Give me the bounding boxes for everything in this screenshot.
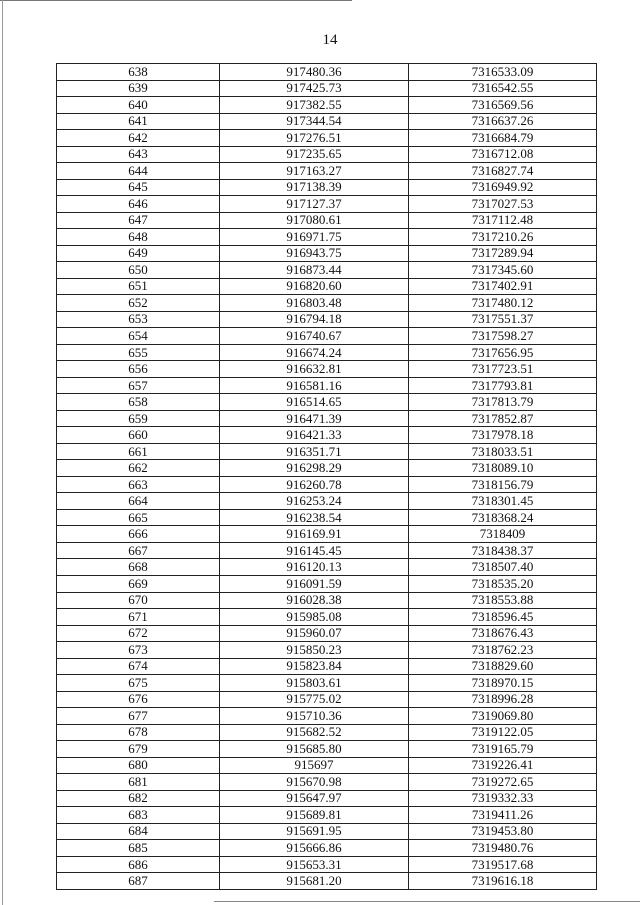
point-number-cell: 654 xyxy=(57,328,220,345)
x-coordinate-cell: 915775.02 xyxy=(220,691,409,708)
y-coordinate-cell: 7316684.79 xyxy=(409,130,597,147)
table-row xyxy=(57,427,597,444)
point-number-cell: 648 xyxy=(57,229,220,246)
x-coordinate-cell: 916421.33 xyxy=(220,427,409,444)
x-coordinate-cell: 916674.24 xyxy=(220,344,409,361)
table-row xyxy=(57,526,597,543)
y-coordinate-cell: 7319616.18 xyxy=(409,873,597,890)
point-number-cell: 685 xyxy=(57,840,220,857)
point-number-cell: 666 xyxy=(57,526,220,543)
table-row xyxy=(57,410,597,427)
table-row xyxy=(57,311,597,328)
x-coordinate-cell: 917127.37 xyxy=(220,196,409,213)
table-row xyxy=(57,559,597,576)
table-row xyxy=(57,807,597,824)
x-coordinate-cell: 915960.07 xyxy=(220,625,409,642)
y-coordinate-cell: 7317027.53 xyxy=(409,196,597,213)
x-coordinate-cell: 915682.52 xyxy=(220,724,409,741)
y-coordinate-cell: 7317480.12 xyxy=(409,295,597,312)
x-coordinate-cell: 916471.39 xyxy=(220,410,409,427)
table-row xyxy=(57,113,597,130)
y-coordinate-cell: 7318033.51 xyxy=(409,443,597,460)
y-coordinate-cell: 7319165.79 xyxy=(409,741,597,758)
x-coordinate-cell: 917235.65 xyxy=(220,146,409,163)
table-row xyxy=(57,394,597,411)
y-coordinate-cell: 7319517.68 xyxy=(409,856,597,873)
table-row xyxy=(57,179,597,196)
point-number-cell: 659 xyxy=(57,410,220,427)
point-number-cell: 658 xyxy=(57,394,220,411)
point-number-cell: 664 xyxy=(57,493,220,510)
table-row xyxy=(57,856,597,873)
table-row xyxy=(57,609,597,626)
y-coordinate-cell: 7317723.51 xyxy=(409,361,597,378)
point-number-cell: 670 xyxy=(57,592,220,609)
table-row xyxy=(57,873,597,890)
point-number-cell: 686 xyxy=(57,856,220,873)
point-number-cell: 660 xyxy=(57,427,220,444)
x-coordinate-cell: 915685.80 xyxy=(220,741,409,758)
point-number-cell: 678 xyxy=(57,724,220,741)
x-coordinate-cell: 915647.97 xyxy=(220,790,409,807)
table-row xyxy=(57,295,597,312)
y-coordinate-cell: 7316533.09 xyxy=(409,64,597,81)
table-row xyxy=(57,575,597,592)
point-number-cell: 638 xyxy=(57,64,220,81)
y-coordinate-cell: 7318301.45 xyxy=(409,493,597,510)
table-row xyxy=(57,757,597,774)
table-row xyxy=(57,344,597,361)
y-coordinate-cell: 7319332.33 xyxy=(409,790,597,807)
x-coordinate-cell: 917425.73 xyxy=(220,80,409,97)
point-number-cell: 679 xyxy=(57,741,220,758)
table-row xyxy=(57,130,597,147)
x-coordinate-cell: 915681.20 xyxy=(220,873,409,890)
x-coordinate-cell: 916145.45 xyxy=(220,542,409,559)
y-coordinate-cell: 7316542.55 xyxy=(409,80,597,97)
x-coordinate-cell: 917276.51 xyxy=(220,130,409,147)
y-coordinate-cell: 7316569.56 xyxy=(409,97,597,114)
point-number-cell: 642 xyxy=(57,130,220,147)
point-number-cell: 657 xyxy=(57,377,220,394)
table-row xyxy=(57,443,597,460)
x-coordinate-cell: 917080.61 xyxy=(220,212,409,229)
x-coordinate-cell: 915689.81 xyxy=(220,807,409,824)
table-row xyxy=(57,196,597,213)
table-row xyxy=(57,741,597,758)
table-row xyxy=(57,691,597,708)
table-row xyxy=(57,724,597,741)
table-row xyxy=(57,377,597,394)
point-number-cell: 646 xyxy=(57,196,220,213)
x-coordinate-cell: 916943.75 xyxy=(220,245,409,262)
table-row xyxy=(57,823,597,840)
y-coordinate-cell: 7317656.95 xyxy=(409,344,597,361)
table-row xyxy=(57,642,597,659)
table-row xyxy=(57,790,597,807)
point-number-cell: 672 xyxy=(57,625,220,642)
y-coordinate-cell: 7317978.18 xyxy=(409,427,597,444)
table-row xyxy=(57,278,597,295)
x-coordinate-cell: 916820.60 xyxy=(220,278,409,295)
point-number-cell: 651 xyxy=(57,278,220,295)
y-coordinate-cell: 7317289.94 xyxy=(409,245,597,262)
point-number-cell: 683 xyxy=(57,807,220,824)
y-coordinate-cell: 7317345.60 xyxy=(409,262,597,279)
point-number-cell: 673 xyxy=(57,642,220,659)
point-number-cell: 640 xyxy=(57,97,220,114)
y-coordinate-cell: 7319226.41 xyxy=(409,757,597,774)
point-number-cell: 647 xyxy=(57,212,220,229)
y-coordinate-cell: 7317813.79 xyxy=(409,394,597,411)
x-coordinate-cell: 916169.91 xyxy=(220,526,409,543)
point-number-cell: 652 xyxy=(57,295,220,312)
y-coordinate-cell: 7318156.79 xyxy=(409,476,597,493)
table-row xyxy=(57,97,597,114)
coordinates-table xyxy=(56,63,597,890)
y-coordinate-cell: 7317793.81 xyxy=(409,377,597,394)
x-coordinate-cell: 916971.75 xyxy=(220,229,409,246)
x-coordinate-cell: 915666.86 xyxy=(220,840,409,857)
x-coordinate-cell: 916740.67 xyxy=(220,328,409,345)
table-row xyxy=(57,361,597,378)
y-coordinate-cell: 7318596.45 xyxy=(409,609,597,626)
point-number-cell: 668 xyxy=(57,559,220,576)
x-coordinate-cell: 916028.38 xyxy=(220,592,409,609)
x-coordinate-cell: 916632.81 xyxy=(220,361,409,378)
point-number-cell: 665 xyxy=(57,509,220,526)
point-number-cell: 671 xyxy=(57,609,220,626)
point-number-cell: 667 xyxy=(57,542,220,559)
y-coordinate-cell: 7317852.87 xyxy=(409,410,597,427)
x-coordinate-cell: 916120.13 xyxy=(220,559,409,576)
table-row xyxy=(57,592,597,609)
table-row xyxy=(57,708,597,725)
x-coordinate-cell: 916794.18 xyxy=(220,311,409,328)
x-coordinate-cell: 915691.95 xyxy=(220,823,409,840)
point-number-cell: 650 xyxy=(57,262,220,279)
x-coordinate-cell: 915697 xyxy=(220,757,409,774)
point-number-cell: 675 xyxy=(57,675,220,692)
point-number-cell: 677 xyxy=(57,708,220,725)
y-coordinate-cell: 7317210.26 xyxy=(409,229,597,246)
point-number-cell: 676 xyxy=(57,691,220,708)
x-coordinate-cell: 917480.36 xyxy=(220,64,409,81)
point-number-cell: 643 xyxy=(57,146,220,163)
x-coordinate-cell: 917138.39 xyxy=(220,179,409,196)
point-number-cell: 680 xyxy=(57,757,220,774)
y-coordinate-cell: 7318970.15 xyxy=(409,675,597,692)
y-coordinate-cell: 7318762.23 xyxy=(409,642,597,659)
x-coordinate-cell: 915653.31 xyxy=(220,856,409,873)
y-coordinate-cell: 7316949.92 xyxy=(409,179,597,196)
table-row xyxy=(57,80,597,97)
table-row xyxy=(57,262,597,279)
y-coordinate-cell: 7318507.40 xyxy=(409,559,597,576)
left-scan-rule xyxy=(2,0,3,905)
point-number-cell: 681 xyxy=(57,774,220,791)
y-coordinate-cell: 7318535.20 xyxy=(409,575,597,592)
table-row xyxy=(57,476,597,493)
y-coordinate-cell: 7319411.26 xyxy=(409,807,597,824)
x-coordinate-cell: 917344.54 xyxy=(220,113,409,130)
x-coordinate-cell: 916238.54 xyxy=(220,509,409,526)
table-row xyxy=(57,542,597,559)
table-row xyxy=(57,675,597,692)
x-coordinate-cell: 916298.29 xyxy=(220,460,409,477)
table-row xyxy=(57,625,597,642)
table-row xyxy=(57,212,597,229)
x-coordinate-cell: 916514.65 xyxy=(220,394,409,411)
x-coordinate-cell: 916253.24 xyxy=(220,493,409,510)
y-coordinate-cell: 7319069.80 xyxy=(409,708,597,725)
x-coordinate-cell: 916873.44 xyxy=(220,262,409,279)
point-number-cell: 662 xyxy=(57,460,220,477)
point-number-cell: 649 xyxy=(57,245,220,262)
point-number-cell: 645 xyxy=(57,179,220,196)
x-coordinate-cell: 915710.36 xyxy=(220,708,409,725)
y-coordinate-cell: 7318089.10 xyxy=(409,460,597,477)
point-number-cell: 656 xyxy=(57,361,220,378)
y-coordinate-cell: 7318829.60 xyxy=(409,658,597,675)
y-coordinate-cell: 7317598.27 xyxy=(409,328,597,345)
bottom-scan-rule xyxy=(214,901,640,902)
page-number: 14 xyxy=(322,32,338,48)
table-row xyxy=(57,229,597,246)
point-number-cell: 687 xyxy=(57,873,220,890)
point-number-cell: 639 xyxy=(57,80,220,97)
table-row xyxy=(57,163,597,180)
x-coordinate-cell: 916260.78 xyxy=(220,476,409,493)
y-coordinate-cell: 7316712.08 xyxy=(409,146,597,163)
x-coordinate-cell: 915803.61 xyxy=(220,675,409,692)
x-coordinate-cell: 915823.84 xyxy=(220,658,409,675)
point-number-cell: 641 xyxy=(57,113,220,130)
point-number-cell: 669 xyxy=(57,575,220,592)
table-row xyxy=(57,493,597,510)
y-coordinate-cell: 7319272.65 xyxy=(409,774,597,791)
y-coordinate-cell: 7316827.74 xyxy=(409,163,597,180)
table-row xyxy=(57,328,597,345)
y-coordinate-cell: 7318438.37 xyxy=(409,542,597,559)
x-coordinate-cell: 915850.23 xyxy=(220,642,409,659)
y-coordinate-cell: 7317551.37 xyxy=(409,311,597,328)
x-coordinate-cell: 916803.48 xyxy=(220,295,409,312)
coordinates-table-body xyxy=(57,64,597,890)
y-coordinate-cell: 7317112.48 xyxy=(409,212,597,229)
table-row xyxy=(57,840,597,857)
point-number-cell: 674 xyxy=(57,658,220,675)
x-coordinate-cell: 916091.59 xyxy=(220,575,409,592)
y-coordinate-cell: 7318368.24 xyxy=(409,509,597,526)
point-number-cell: 682 xyxy=(57,790,220,807)
point-number-cell: 644 xyxy=(57,163,220,180)
y-coordinate-cell: 7319122.05 xyxy=(409,724,597,741)
table-row xyxy=(57,460,597,477)
y-coordinate-cell: 7318996.28 xyxy=(409,691,597,708)
y-coordinate-cell: 7319453.80 xyxy=(409,823,597,840)
y-coordinate-cell: 7318553.88 xyxy=(409,592,597,609)
top-scan-rule xyxy=(0,0,352,1)
x-coordinate-cell: 915985.08 xyxy=(220,609,409,626)
point-number-cell: 684 xyxy=(57,823,220,840)
point-number-cell: 653 xyxy=(57,311,220,328)
point-number-cell: 663 xyxy=(57,476,220,493)
x-coordinate-cell: 917163.27 xyxy=(220,163,409,180)
y-coordinate-cell: 7317402.91 xyxy=(409,278,597,295)
table-row xyxy=(57,509,597,526)
table-row xyxy=(57,774,597,791)
y-coordinate-cell: 7318409 xyxy=(409,526,597,543)
point-number-cell: 661 xyxy=(57,443,220,460)
table-row xyxy=(57,658,597,675)
y-coordinate-cell: 7318676.43 xyxy=(409,625,597,642)
y-coordinate-cell: 7319480.76 xyxy=(409,840,597,857)
table-row xyxy=(57,245,597,262)
table-row xyxy=(57,146,597,163)
x-coordinate-cell: 915670.98 xyxy=(220,774,409,791)
table-row xyxy=(57,64,597,81)
x-coordinate-cell: 916581.16 xyxy=(220,377,409,394)
x-coordinate-cell: 916351.71 xyxy=(220,443,409,460)
y-coordinate-cell: 7316637.26 xyxy=(409,113,597,130)
point-number-cell: 655 xyxy=(57,344,220,361)
x-coordinate-cell: 917382.55 xyxy=(220,97,409,114)
